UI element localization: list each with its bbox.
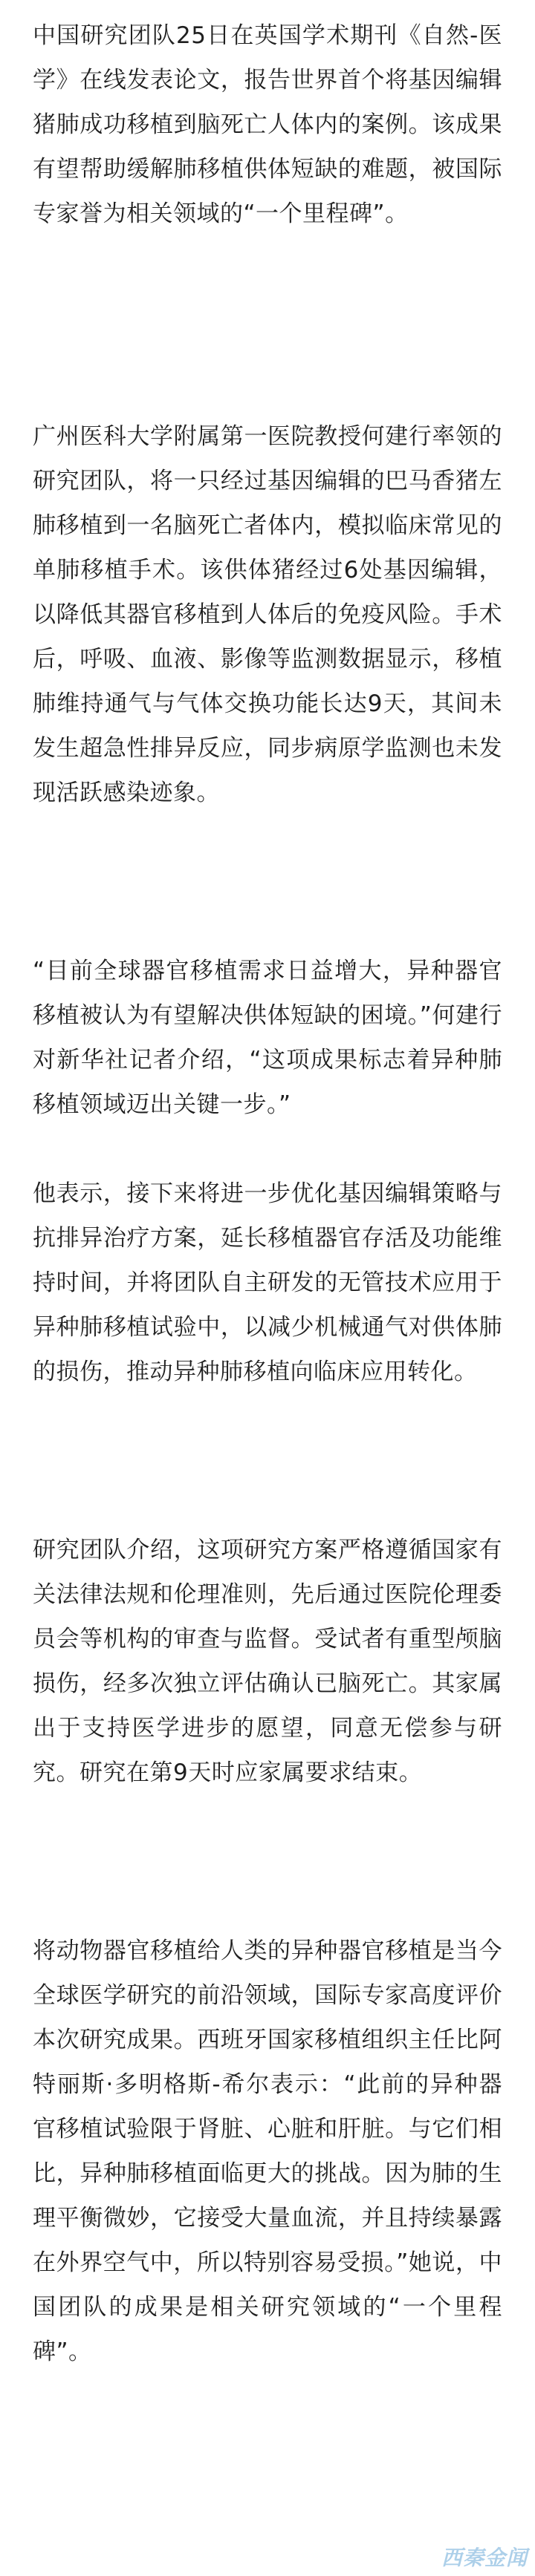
- article-paragraph: 广州医科大学附属第一医院教授何建行率领的研究团队，将一只经过基因编辑的巴马香猪左肺移植到一名脑死亡者体内，模拟临床常见的单肺移植手术。该供体猪经过6处基因编辑，以降低其器官移植到人体后的免疫风险。手术后，呼吸、血液、影像等监测数据显示，移植肺维持通气与气体交换功能长达9天，其间未发生超急性排异反应，同步病原学监测也未发现活跃感染迹象。: [33, 423, 502, 806]
- article-paragraph: 中国研究团队25日在英国学术期刊《自然-医学》在线发表论文，报告世界首个将基因编辑猪肺成功移植到脑死亡人体内的案例。该成果有望帮助缓解肺移植供体短缺的难题，被国际专家誉为相关领域的“一个里程碑”。: [33, 22, 502, 227]
- article-paragraph: 研究团队介绍，这项研究方案严格遵循国家有关法律法规和伦理准则，先后通过医院伦理委员会等机构的审查与监督。受试者有重型颅脑损伤，经多次独立评估确认已脑死亡。其家属出于支持医学进步的愿望，同意无偿参与研究。研究在第9天时应家属要求结束。: [33, 1537, 502, 1786]
- article-paragraph: 将动物器官移植给人类的异种器官移植是当今全球医学研究的前沿领域，国际专家高度评价本次研究成果。西班牙国家移植组织主任比阿特丽斯·多明格斯-希尔表示：“此前的异种器官移植试验限于肾脏、心脏和肝脏。与它们相比，异种肺移植面临更大的挑战。因为肺的生理平衡微妙，它接受大量血流，并且持续暴露在外界空气中，所以特别容易受损。”她说，中国团队的成果是相关研究领域的“一个里程碑”。: [33, 1938, 502, 2365]
- article-paragraph: 他表示，接下来将进一步优化基因编辑策略与抗排异治疗方案，延长移植器官存活及功能维持时间，并将团队自主研发的无管技术应用于异种肺移植试验中，以减少机械通气对供体肺的损伤，推动异种肺移植向临床应用转化。: [33, 1180, 502, 1385]
- article-paragraph: “目前全球器官移植需求日益增大，异种器官移植被认为有望解决供体短缺的困境。”何建行对新华社记者介绍，“这项成果标志着异种肺移植领域迈出关键一步。”: [33, 958, 502, 1118]
- watermark-logo: 西秦金闻: [441, 2546, 528, 2570]
